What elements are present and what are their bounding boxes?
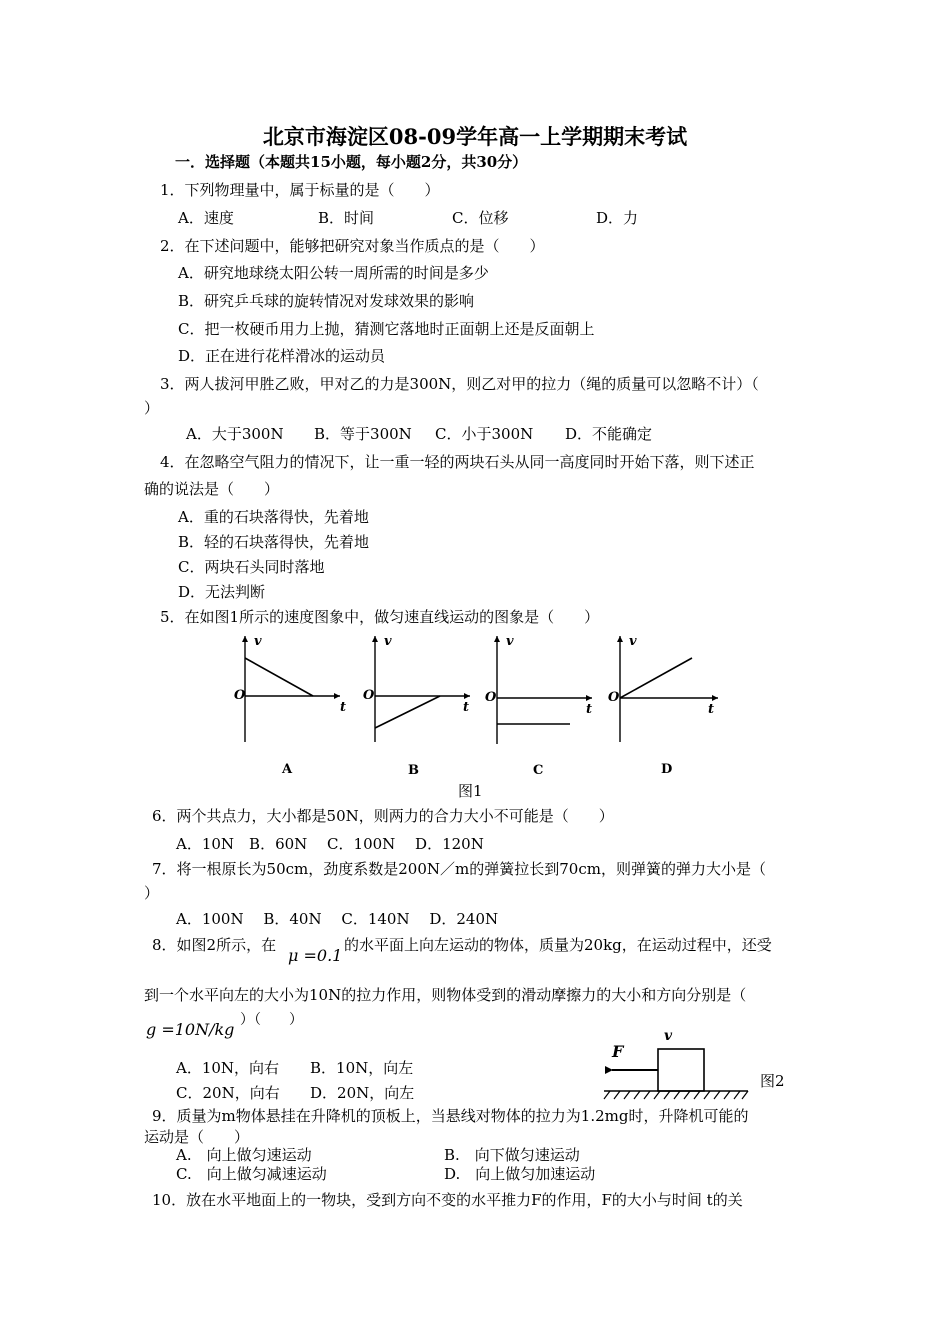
q4-option-d: D．无法判断	[178, 583, 266, 601]
q2-option-a: A．研究地球绕太阳公转一周所需的时间是多少	[178, 264, 489, 282]
figure-2-v-label: v	[664, 1028, 673, 1044]
graph-a-line	[245, 658, 313, 696]
q7-options: A．100N B．40N C．140N D．240N	[176, 910, 499, 928]
q8-g-value: g =10N/kg	[146, 1020, 235, 1039]
figure-2-caption: 图2	[760, 1072, 785, 1090]
q8-option-c: C．20N，向右	[176, 1084, 280, 1102]
q2-stem: 2．在下述问题中，能够把研究对象当作质点的是（ ）	[160, 237, 545, 255]
section-heading: 一．选择题（本题共15小题，每小题2分，共30分）	[175, 153, 528, 171]
q10-stem-line1: 10．放在水平地面上的一物块，受到方向不变的水平推力F的作用，F的大小与时间 t的关	[152, 1191, 743, 1209]
q3-stem-line2: ）	[144, 399, 160, 417]
q8-option-d: D．20N，向左	[310, 1084, 415, 1102]
q9-option-b: B. 向下做匀速运动	[444, 1146, 580, 1164]
graph-a-origin: O	[234, 688, 246, 703]
block	[658, 1049, 704, 1091]
graph-b-line	[375, 696, 440, 728]
q3-option-a: A．大于300N	[186, 425, 284, 443]
figure-1-velocity-graphs	[220, 632, 740, 782]
page-title: 北京市海淀区08-09学年高一上学期期末考试	[262, 124, 688, 149]
graph-a	[245, 636, 340, 742]
q9-stem-line1: 9．质量为m物体悬挂在升降机的顶板上，当悬线对物体的拉力为1.2mg时，升降机可能的	[152, 1107, 749, 1125]
q3-option-b: B．等于300N	[314, 425, 412, 443]
q1-option-b: B．时间	[318, 209, 375, 227]
q1-option-d: D．力	[596, 209, 639, 227]
q1-option-c: C．位移	[452, 209, 509, 227]
graph-d	[620, 636, 718, 742]
q8-stem-end: 的水平面上向左运动的物体，质量为20kg，在运动过程中，还受	[344, 936, 772, 954]
graph-d-label: D	[661, 762, 673, 777]
graph-c-axis-v: v	[506, 634, 514, 649]
q8-mu-value: μ =0.1	[288, 946, 343, 965]
graph-d-line	[620, 658, 692, 698]
figure-2-f-label: F	[612, 1042, 624, 1061]
graph-b-axis-v: v	[384, 634, 392, 649]
ground-hatching	[604, 1091, 748, 1099]
graph-d-origin: O	[608, 690, 620, 705]
q3-option-d: D．不能确定	[565, 425, 653, 443]
q9-option-d: D. 向上做匀加速运动	[444, 1165, 596, 1183]
graph-a-axis-t: t	[340, 700, 347, 715]
graph-c-axis-t: t	[586, 702, 593, 717]
q2-option-d: D．正在进行花样滑冰的运动员	[178, 347, 386, 365]
q4-stem-line2: 确的说法是（ ）	[144, 480, 280, 498]
q8-option-a: A．10N，向右	[176, 1059, 280, 1077]
q9-option-a: A. 向上做匀速运动	[176, 1146, 312, 1164]
q8-answer-paren: ）（ ）	[240, 1012, 303, 1028]
q8-stem-start: 8．如图2所示，在	[152, 936, 277, 954]
figure-2-block-on-surface	[600, 1028, 780, 1108]
q4-stem-line1: 4．在忽略空气阻力的情况下，让一重一轻的两块石头从同一高度同时开始下落，则下述正	[160, 453, 755, 471]
graph-a-axis-v: v	[254, 634, 262, 649]
q5-stem: 5．在如图1所示的速度图象中，做匀速直线运动的图象是（ ）	[160, 608, 600, 626]
q3-stem-line1: 3．两人拔河甲胜乙败，甲对乙的力是300N，则乙对甲的拉力（绳的质量可以忽略不计）（	[160, 375, 759, 393]
graph-d-axis-v: v	[629, 634, 637, 649]
q4-option-a: A．重的石块落得快，先着地	[178, 508, 369, 526]
q7-stem-line2: ）	[144, 884, 160, 902]
q1-option-a: A．速度	[178, 209, 234, 227]
graph-d-axis-t: t	[708, 702, 715, 717]
q6-options: A．10N B．60N C．100N D．120N	[176, 835, 484, 853]
graph-a-label: A	[282, 762, 293, 777]
q6-stem: 6．两个共点力，大小都是50N，则两力的合力大小不可能是（ ）	[152, 807, 614, 825]
figure-2-svg	[600, 1048, 780, 1108]
graph-c-label: C	[533, 763, 544, 778]
figure-1-svg	[220, 632, 740, 782]
graph-c	[497, 636, 592, 744]
q3-option-c: C．小于300N	[435, 425, 534, 443]
q8-option-b: B．10N，向左	[310, 1059, 414, 1077]
q4-option-c: C．两块石头同时落地	[178, 558, 325, 576]
graph-b	[375, 636, 470, 742]
q2-option-c: C．把一枚硬币用力上抛，猜测它落地时正面朝上还是反面朝上	[178, 320, 595, 338]
q7-stem-line1: 7．将一根原长为50cm，劲度系数是200N／m的弹簧拉长到70cm，则弹簧的弹力大小是（	[152, 860, 766, 878]
graph-b-origin: O	[363, 688, 375, 703]
q4-option-b: B．轻的石块落得快，先着地	[178, 533, 370, 551]
graph-b-axis-t: t	[463, 700, 470, 715]
q8-stem-line2: 到一个水平向左的大小为10N的拉力作用，则物体受到的滑动摩擦力的大小和方向分别是（	[144, 986, 747, 1004]
q9-option-c: C. 向上做匀减速运动	[176, 1165, 327, 1183]
graph-c-origin: O	[485, 690, 497, 705]
graph-b-label: B	[408, 763, 419, 778]
q2-option-b: B．研究乒乓球的旋转情况对发球效果的影响	[178, 292, 475, 310]
q9-stem-line2: 运动是（ ）	[144, 1128, 250, 1146]
q1-stem: 1．下列物理量中，属于标量的是（ ）	[160, 181, 440, 199]
figure-1-caption: 图1	[458, 782, 483, 800]
